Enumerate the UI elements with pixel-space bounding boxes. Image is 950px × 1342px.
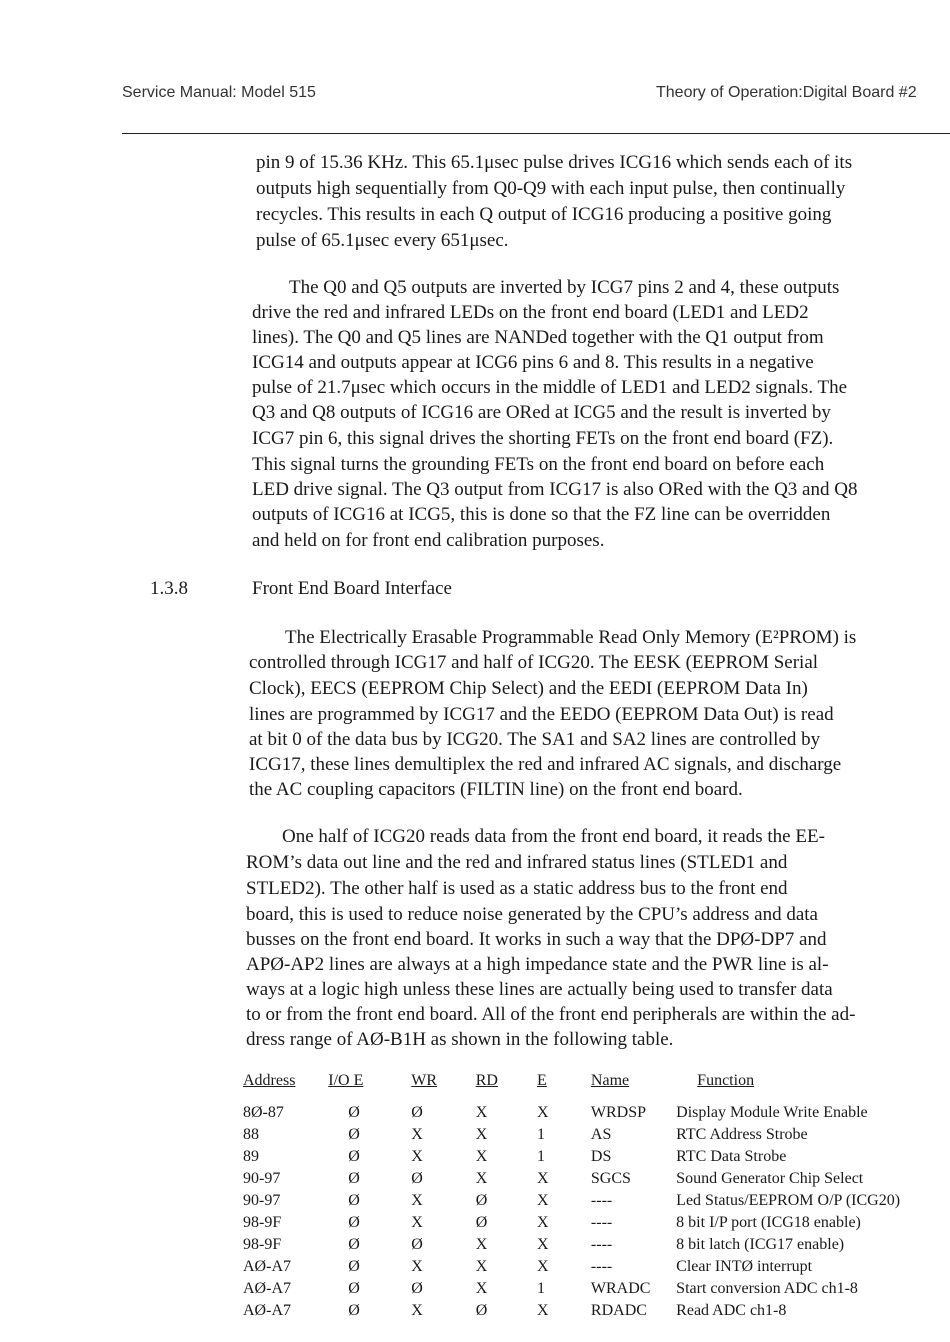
cell-e: X [537, 1236, 549, 1253]
cell-wr: Ø [411, 1236, 423, 1253]
paragraph-line: busses on the front end board. It works in such a way that the DPØ-DP7 and [246, 929, 827, 950]
cell-rd: Ø [475, 1302, 488, 1319]
cell-wr: X [411, 1148, 423, 1165]
paragraph-line: ICG7 pin 6, this signal drives the shorting FETs on the front end board (FZ). [252, 428, 834, 449]
cell-function: RTC Data Strobe [676, 1148, 787, 1165]
table-row [243, 1256, 950, 1278]
section-number: 1.3.8 [150, 578, 188, 599]
cell-rd: X [475, 1126, 488, 1143]
section-title: Front End Board Interface [252, 578, 452, 599]
paragraph-line: This signal turns the grounding FETs on the front end board on before each [252, 454, 825, 475]
cell-wr: X [411, 1302, 423, 1319]
cell-name: RDADC [590, 1302, 647, 1319]
cell-function: Led Status/EEPROM O/P (ICG20) [676, 1192, 901, 1209]
cell-rd: Ø [475, 1192, 488, 1209]
cell-wr: X [411, 1126, 423, 1143]
header-name: Name [590, 1072, 630, 1089]
paragraph-line: drive the red and infrared LEDs on the front end board (LED1 and LED2 [252, 302, 809, 323]
table-row [243, 1190, 950, 1212]
cell-name: WRDSP [590, 1104, 647, 1121]
paragraph-line: ICG17, these lines demultiplex the red and infrared AC signals, and discharge [249, 754, 842, 775]
cell-io-e: Ø [348, 1104, 360, 1121]
cell-e: 1 [537, 1148, 546, 1165]
cell-name: ---- [590, 1258, 613, 1275]
table-row [243, 1168, 950, 1190]
paragraph-line: LED drive signal. The Q3 output from ICG17 is also ORed with the Q3 and Q8 [252, 479, 858, 500]
cell-io-e: Ø [348, 1236, 360, 1253]
paragraph-line: pulse of 65.1μsec every 651μsec. [256, 230, 509, 251]
running-header-left: Service Manual: Model 515 [122, 84, 316, 101]
paragraph-line: APØ-AP2 lines are always at a high impedance state and the PWR line is al- [246, 954, 829, 975]
cell-address: AØ-A7 [243, 1258, 291, 1275]
cell-function: Sound Generator Chip Select [676, 1170, 864, 1187]
cell-address: 90-97 [243, 1170, 281, 1187]
cell-e: X [537, 1192, 549, 1209]
paragraph-line: dress range of AØ-B1H as shown in the following table. [246, 1029, 674, 1050]
paragraph-line: Clock), EECS (EEPROM Chip Select) and the EEDI (EEPROM Data In) [249, 678, 808, 699]
cell-name: ---- [590, 1236, 613, 1253]
cell-function: Read ADC ch1-8 [676, 1302, 787, 1319]
cell-rd: X [475, 1170, 488, 1187]
cell-function: Clear INTØ interrupt [676, 1258, 813, 1275]
cell-io-e: Ø [348, 1126, 360, 1143]
cell-address: 98-9F [243, 1214, 282, 1231]
cell-e: X [537, 1104, 549, 1121]
header-wr: WR [411, 1072, 438, 1089]
paragraph-line: The Electrically Erasable Programmable Read Only Memory (E²PROM) is [285, 627, 857, 648]
paragraph-line: the AC coupling capacitors (FILTIN line) on the front end board. [249, 779, 743, 800]
cell-function: RTC Address Strobe [676, 1126, 808, 1143]
cell-rd: X [475, 1258, 488, 1275]
paragraph-line: pulse of 21.7μsec which occurs in the middle of LED1 and LED2 signals. The [252, 377, 848, 398]
paragraph-line: to or from the front end board. All of the front end peripherals are within the ad- [246, 1004, 856, 1025]
header-rd: RD [475, 1072, 498, 1089]
cell-name: WRADC [590, 1280, 651, 1297]
cell-function: Display Module Write Enable [676, 1104, 868, 1121]
cell-wr: Ø [411, 1104, 423, 1121]
table-row [243, 1278, 950, 1300]
cell-address: AØ-A7 [243, 1280, 291, 1297]
table-row [243, 1300, 950, 1322]
cell-e: X [537, 1170, 549, 1187]
paragraph-line: and held on for front end calibration purposes. [252, 530, 605, 551]
cell-io-e: Ø [348, 1258, 360, 1275]
paragraph-line: ICG14 and outputs appear at ICG6 pins 6 and 8. This results in a negative [252, 352, 814, 373]
header-io-e: I/O E [328, 1072, 364, 1089]
paragraph-line: outputs of ICG16 at ICG5, this is done so that the FZ line can be overridden [252, 504, 831, 525]
paragraph-line: controlled through ICG17 and half of ICG20. The EESK (EEPROM Serial [249, 652, 819, 673]
paragraph-line: Q3 and Q8 outputs of ICG16 are ORed at ICG5 and the result is inverted by [252, 402, 831, 423]
cell-io-e: Ø [348, 1148, 360, 1165]
cell-rd: X [475, 1104, 488, 1121]
cell-address: 90-97 [243, 1192, 281, 1209]
table-row [243, 1212, 950, 1234]
cell-wr: X [411, 1192, 423, 1209]
cell-address: 98-9F [243, 1236, 282, 1253]
paragraph-line: board, this is used to reduce noise generated by the CPU’s address and data [246, 904, 818, 925]
cell-wr: X [411, 1258, 423, 1275]
running-header-right: Theory of Operation:Digital Board #2 [656, 84, 917, 101]
cell-io-e: Ø [348, 1192, 360, 1209]
paragraph-line: One half of ICG20 reads data from the front end board, it reads the EE- [282, 826, 825, 847]
cell-wr: Ø [411, 1280, 423, 1297]
paragraph-line: ways at a logic high unless these lines are actually being used to transfer data [246, 979, 833, 1000]
cell-e: 1 [537, 1126, 546, 1143]
paragraph-line: pin 9 of 15.36 KHz. This 65.1μsec pulse drives ICG16 which sends each of its [256, 152, 853, 173]
paragraph-line: The Q0 and Q5 outputs are inverted by ICG7 pins 2 and 4, these outputs [289, 277, 840, 298]
address-map-table [243, 1072, 950, 1322]
paragraph-line: ROM’s data out line and the red and infrared status lines (STLED1 and [246, 852, 788, 873]
cell-wr: X [411, 1214, 423, 1231]
cell-address: 8Ø-87 [243, 1104, 284, 1121]
cell-e: X [537, 1302, 549, 1319]
cell-io-e: Ø [348, 1214, 360, 1231]
header-e: E [537, 1072, 547, 1089]
paragraph-line: outputs high sequentially from Q0-Q9 with each input pulse, then continually [256, 178, 846, 199]
cell-rd: Ø [475, 1214, 488, 1231]
cell-wr: Ø [411, 1170, 423, 1187]
cell-name: ---- [590, 1192, 613, 1209]
cell-function: Start conversion ADC ch1-8 [676, 1280, 858, 1297]
cell-rd: X [475, 1148, 488, 1165]
table-row [243, 1234, 950, 1256]
header-rule [122, 133, 950, 134]
table-row [243, 1124, 950, 1146]
table-row [243, 1146, 950, 1168]
table-body [243, 1102, 950, 1322]
cell-name: SGCS [590, 1170, 631, 1187]
cell-address: 89 [243, 1148, 259, 1165]
cell-e: 1 [537, 1280, 546, 1297]
cell-io-e: Ø [348, 1280, 360, 1297]
cell-name: ---- [590, 1214, 613, 1231]
cell-rd: X [475, 1280, 488, 1297]
table-header-row [243, 1072, 950, 1102]
header-address: Address [243, 1072, 296, 1089]
header-function: Function [697, 1072, 755, 1089]
cell-e: X [537, 1258, 549, 1275]
table-row [243, 1102, 950, 1124]
paragraph-line: recycles. This results in each Q output of ICG16 producing a positive going [256, 204, 832, 225]
paragraph-line: at bit 0 of the data bus by ICG20. The SA1 and SA2 lines are controlled by [249, 729, 821, 750]
cell-io-e: Ø [348, 1302, 360, 1319]
cell-function: 8 bit latch (ICG17 enable) [676, 1236, 845, 1253]
paragraph-line: lines). The Q0 and Q5 lines are NANDed together with the Q1 output from [252, 327, 824, 348]
cell-address: AØ-A7 [243, 1302, 291, 1319]
paragraph-line: STLED2). The other half is used as a static address bus to the front end [246, 878, 788, 899]
cell-rd: X [475, 1236, 488, 1253]
cell-io-e: Ø [348, 1170, 360, 1187]
cell-address: 88 [243, 1126, 259, 1143]
cell-name: DS [590, 1148, 612, 1165]
cell-e: X [537, 1214, 549, 1231]
cell-name: AS [590, 1126, 612, 1143]
cell-function: 8 bit I/P port (ICG18 enable) [676, 1214, 861, 1231]
paragraph-line: lines are programmed by ICG17 and the EEDO (EEPROM Data Out) is read [249, 704, 834, 725]
